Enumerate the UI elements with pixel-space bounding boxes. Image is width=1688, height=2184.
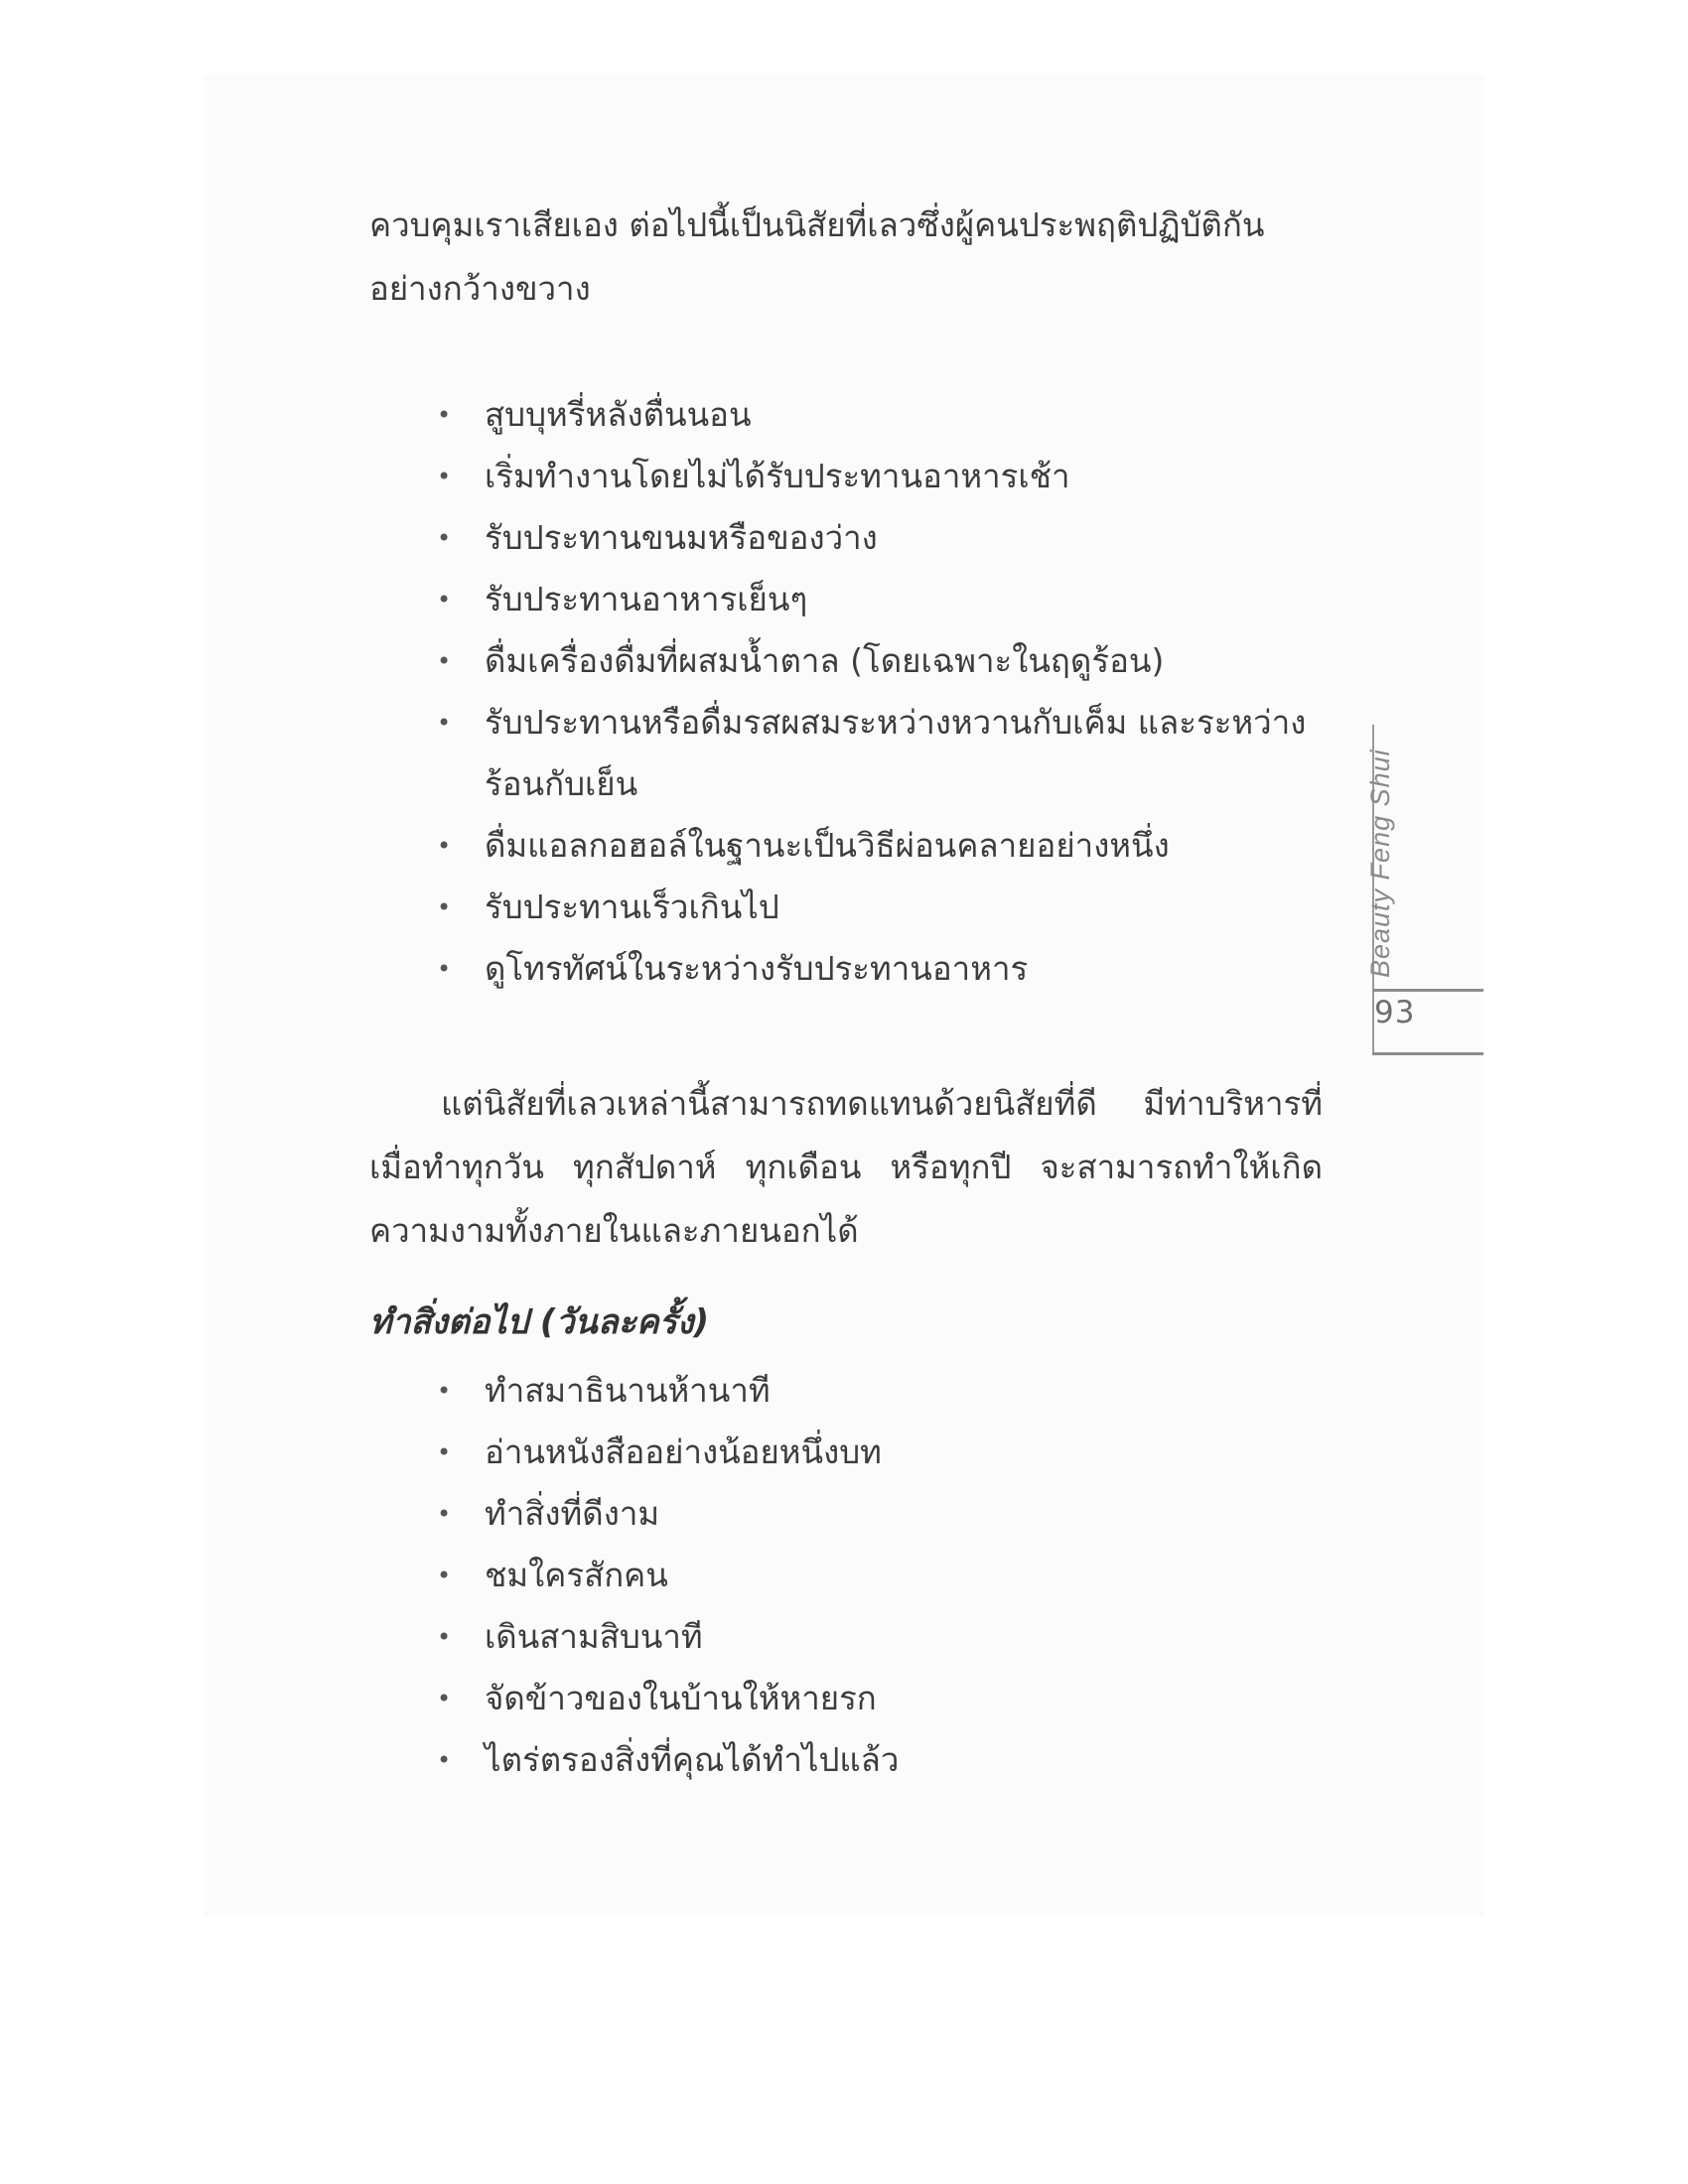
- bullet-icon: •: [437, 1438, 452, 1466]
- list-item: [437, 1483, 1331, 1545]
- second-paragraph: แต่นิสัยที่เลวเหล่านี้สามารถทดแทนด้วยนิสัยที่ดี มีท่าบริหารที่เมื่อทำทุกวัน ทุกสัปดาห์ ทุกเดือน หรือทุกปี จะสามารถทำให้เกิดความงามทั้งภายในและภายนอกได้: [369, 1084, 1323, 1250]
- bullet-icon: •: [437, 893, 452, 921]
- running-book-title: Beauty Feng Shui: [1365, 749, 1395, 978]
- list-item-text: รับประทานหรือดื่มรสผสมระหว่างหวานกับเค็ม และระหว่างร้อนกับเย็น: [485, 703, 1307, 803]
- bullet-icon: •: [437, 1685, 452, 1712]
- list-item-text: รับประทานเร็วเกินไป: [485, 887, 779, 926]
- bullet-icon: •: [437, 401, 452, 429]
- list-item: [437, 1360, 1331, 1422]
- bullet-icon: •: [437, 832, 452, 860]
- list-item-text: ทำสมาธินานห้านาที: [485, 1371, 771, 1410]
- bullet-icon: •: [437, 1562, 452, 1589]
- daily-habits-list: [437, 1360, 1331, 1791]
- list-item: [437, 1422, 1331, 1483]
- list-item: [437, 692, 1331, 815]
- list-item-text: ชมใครสักคน: [485, 1556, 668, 1594]
- bullet-icon: •: [437, 1377, 452, 1405]
- list-item-text: ดื่มแอลกอฮอล์ในฐานะเป็นวิธีผ่อนคลายอย่างหนึ่ง: [485, 826, 1170, 865]
- list-item: [437, 938, 1331, 1000]
- intro-paragraph: ควบคุมเราเสียเอง ต่อไปนี้เป็นนิสัยที่เลวซึ่งผู้คนประพฤติปฏิบัติกันอย่างกว้างขวาง: [369, 205, 1265, 308]
- list-item: [437, 1729, 1331, 1791]
- bullet-icon: •: [437, 1746, 452, 1774]
- bad-habits-list: [437, 384, 1331, 1000]
- list-item-text: รับประทานขนมหรือของว่าง: [485, 518, 878, 557]
- list-item-text: จัดข้าวของในบ้านให้หายรก: [485, 1679, 877, 1717]
- page-number-bottom-rule: [1372, 1052, 1483, 1055]
- bullet-icon: •: [437, 647, 452, 675]
- list-item: [437, 1606, 1331, 1668]
- bullet-icon: •: [437, 463, 452, 490]
- bullet-icon: •: [437, 1623, 452, 1651]
- page-number-top-rule: [1372, 989, 1483, 992]
- list-item-text: เริ่มทำงานโดยไม่ได้รับประทานอาหารเช้า: [485, 457, 1070, 495]
- list-item-text: สูบบุหรี่หลังตื่นนอน: [485, 395, 752, 434]
- bullet-icon: •: [437, 709, 452, 737]
- bullet-icon: •: [437, 586, 452, 614]
- list-item: [437, 1545, 1331, 1606]
- list-item-text: เดินสามสิบนาที: [485, 1617, 703, 1656]
- list-item: [437, 877, 1331, 938]
- bullet-icon: •: [437, 955, 452, 983]
- list-item: [437, 446, 1331, 507]
- list-item-text: อ่านหนังสืออย่างน้อยหนึ่งบท: [485, 1433, 882, 1471]
- list-item-text: ดูโทรทัศน์ในระหว่างรับประทานอาหาร: [485, 949, 1029, 988]
- list-item-text: ไตร่ตรองสิ่งที่คุณได้ทำไปแล้ว: [485, 1740, 900, 1779]
- list-item-text: ทำสิ่งที่ดีงาม: [485, 1494, 660, 1533]
- bullet-icon: •: [437, 1500, 452, 1528]
- list-item: [437, 1668, 1331, 1729]
- list-item-text: รับประทานอาหารเย็นๆ: [485, 580, 808, 618]
- list-item-text: ดื่มเครื่องดื่มที่ผสมน้ำตาล (โดยเฉพาะในฤดูร้อน): [485, 641, 1165, 680]
- page-number: 93: [1374, 995, 1416, 1030]
- bullet-icon: •: [437, 524, 452, 552]
- list-item: [437, 569, 1331, 630]
- daily-heading: ทำสิ่งต่อไป (วันละครั้ง): [369, 1302, 709, 1342]
- list-item: [437, 815, 1331, 877]
- list-item: [437, 507, 1331, 569]
- list-item: [437, 630, 1331, 692]
- list-item: [437, 384, 1331, 446]
